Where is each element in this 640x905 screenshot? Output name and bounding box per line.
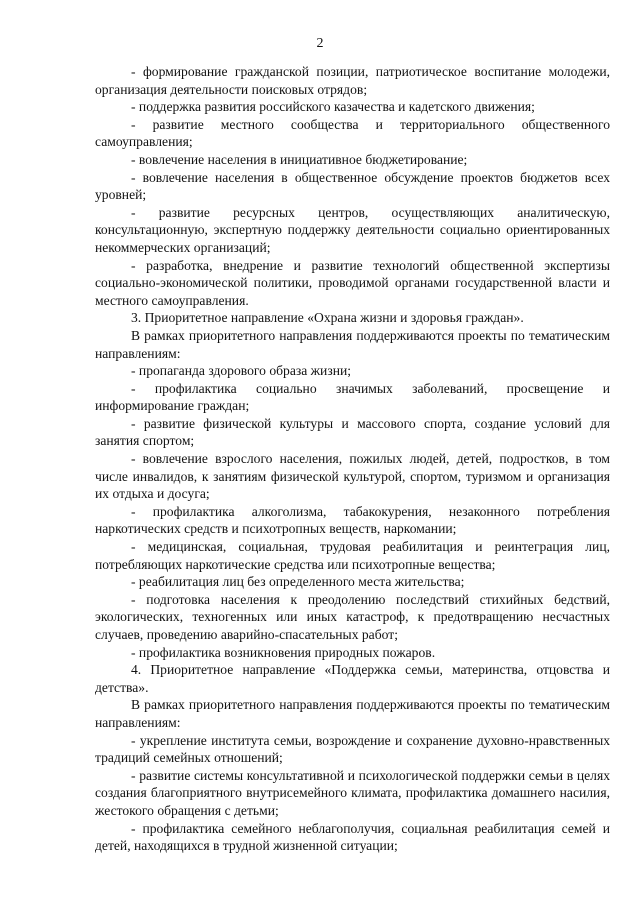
list-item-population-involvement: - вовлечение взрослого населения, пожилых людей, детей, подростков, в том числе инвалидов, к занятиям физической культурой, спортом, туризмом и организация их отдыха и досуга; (95, 451, 610, 502)
list-item-local-community: - развитие местного сообщества и территориального общественного самоуправления; (95, 116, 610, 150)
section-heading-health: 3. Приоритетное направление «Охрана жизни и здоровья граждан». (131, 310, 524, 326)
list-item-resource-centers: - развитие ресурсных центров, осуществляющих аналитическую, консультационную, экспертную поддержку деятельности социально ориентированных некоммерческих организаций; (95, 204, 610, 255)
section-heading-family: 4. Приоритетное направление «Поддержка семьи, материнства, отцовства и детства». (95, 662, 610, 695)
list-item-homeless-rehabilitation: - реабилитация лиц без определенного места жительства; (131, 574, 465, 590)
section-intro-family: В рамках приоритетного направления поддерживаются проекты по тематическим направлениям: (95, 697, 610, 730)
section-intro-health: В рамках приоритетного направления поддерживаются проекты по тематическим направлениям: (95, 327, 610, 361)
list-item-civic-position: - формирование гражданской позиции, патриотическое воспитание молодежи, организация деятельности поисковых отрядов; (95, 64, 610, 97)
list-item-cossacks-cadets: - поддержка развития российского казачества и кадетского движения; (131, 99, 535, 115)
list-item-family-institution: - укрепление института семьи, возрождение и сохранение духовно-нравственных традиций семейных отношений; (95, 732, 610, 766)
list-item-family-wellbeing: - профилактика семейного неблагополучия, социальная реабилитация семей и детей, находящихся в трудной жизненной ситуации; (95, 820, 610, 854)
list-item-healthy-lifestyle: - пропаганда здорового образа жизни; (131, 363, 352, 379)
list-item-public-expertise: - разработка, внедрение и развитие технологий общественной экспертизы социально-экономической политики, проводимой органами государственной власти и местного самоуправления. (95, 257, 610, 308)
list-item-rehabilitation: - медицинская, социальная, трудовая реабилитация и реинтеграция лиц, потребляющих наркотические средства или психотропные вещества; (95, 539, 610, 572)
list-item-addiction-prevention: - профилактика алкоголизма, табакокурения, незаконного потребления наркотических средств и психотропных веществ, наркомании; (95, 503, 610, 537)
list-item-disaster-preparedness: - подготовка населения к преодолению последствий стихийных бедствий, экологических, техногенных или иных катастроф, к предотвращению несчастных случаев, проведению аварийно-спасательных работ; (95, 591, 610, 642)
list-item-disease-prevention: - профилактика социально значимых заболеваний, просвещение и информирование граждан; (95, 380, 610, 414)
list-item-family-support: - развитие системы консультативной и психологической поддержки семьи в целях создания благоприятного внутрисемейного климата, профилактика домашнего насилия, жестокого обращения с детьми; (95, 767, 610, 818)
document-body (95, 63, 610, 855)
list-item-initiative-budgeting: - вовлечение населения в инициативное бюджетирование; (131, 151, 468, 167)
list-item-wildfire-prevention: - профилактика возникновения природных пожаров. (131, 644, 436, 660)
list-item-mass-sport: - развитие физической культуры и массового спорта, создание условий для занятия спортом; (95, 415, 610, 449)
list-item-budget-discussion: - вовлечение населения в общественное обсуждение проектов бюджетов всех уровней; (95, 169, 610, 203)
page-number: 2 (316, 36, 324, 51)
